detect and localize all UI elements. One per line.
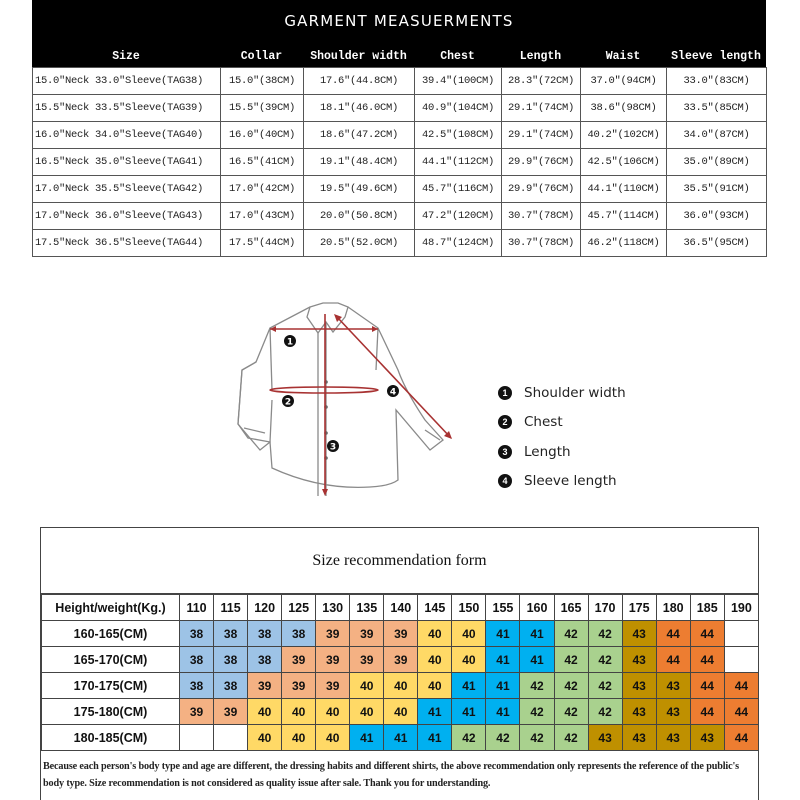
weight-header-cell: 115 xyxy=(214,595,248,621)
measurement-cell: 36.5″(95CM) xyxy=(667,230,767,257)
size-cell: 42 xyxy=(554,725,588,751)
size-cell: 41 xyxy=(384,725,418,751)
measurement-cell: 17.0″(43CM) xyxy=(221,203,304,230)
size-cell: 40 xyxy=(384,673,418,699)
measurement-cell: 45.7″(114CM) xyxy=(581,203,667,230)
size-cell: 44 xyxy=(656,621,690,647)
size-cell: 44 xyxy=(724,699,758,725)
size-cell: 38 xyxy=(248,621,282,647)
legend-item-shoulder-width xyxy=(498,378,626,408)
size-cell: 40 xyxy=(282,699,316,725)
measurement-cell: 19.5″(49.6CM) xyxy=(304,176,415,203)
size-cell: 43 xyxy=(622,621,656,647)
size-cell: 41 xyxy=(350,725,384,751)
legend-label: Shoulder width xyxy=(524,384,626,401)
legend-marker-icon: 4 xyxy=(498,474,512,488)
size-cell: 40 xyxy=(418,621,452,647)
size-cell: 40 xyxy=(418,673,452,699)
size-cell: 40 xyxy=(316,725,350,751)
measurement-cell: 15.5″(39CM) xyxy=(221,95,304,122)
measurement-cell: 17.0″(42CM) xyxy=(221,176,304,203)
size-cell: 42 xyxy=(588,673,622,699)
size-cell: 17.0″Neck 35.5″Sleeve(TAG42) xyxy=(33,176,221,203)
weight-header-cell: 170 xyxy=(588,595,622,621)
size-cell: 44 xyxy=(690,621,724,647)
garment-measurement-table xyxy=(32,0,766,257)
size-cell: 42 xyxy=(520,699,554,725)
measurement-cell: 44.1″(110CM) xyxy=(581,176,667,203)
legend-item-sleeve-length xyxy=(498,467,626,497)
measurement-cell: 20.0″(50.8CM) xyxy=(304,203,415,230)
size-form-title: Size recommendation form xyxy=(41,528,758,594)
size-cell: 41 xyxy=(452,673,486,699)
measurement-cell: 42.5″(108CM) xyxy=(415,122,502,149)
size-cell: 43 xyxy=(622,647,656,673)
weight-header-cell: 155 xyxy=(486,595,520,621)
svg-text:1: 1 xyxy=(286,337,294,348)
size-cell: 42 xyxy=(486,725,520,751)
size-cell: 40 xyxy=(350,673,384,699)
measurement-cell: 28.3″(72CM) xyxy=(502,68,581,95)
column-header: Length xyxy=(519,50,562,63)
weight-header-cell: 165 xyxy=(554,595,588,621)
size-cell: 40 xyxy=(350,699,384,725)
size-cell: 42 xyxy=(520,673,554,699)
size-cell: 39 xyxy=(350,647,384,673)
legend-item-length xyxy=(498,437,626,467)
measurement-cell: 38.6″(98CM) xyxy=(581,95,667,122)
size-cell: 41 xyxy=(486,673,520,699)
measurement-cell: 36.0″(93CM) xyxy=(667,203,767,230)
height-row xyxy=(42,621,759,647)
sleeve-measure-line xyxy=(337,317,451,438)
size-cell: 41 xyxy=(520,621,554,647)
legend-marker-icon: 1 xyxy=(498,386,512,400)
height-label-cell: 180-185(CM) xyxy=(42,725,180,751)
size-cell: 39 xyxy=(180,699,214,725)
measurement-cell: 29.1″(74CM) xyxy=(502,122,581,149)
table-row xyxy=(33,203,767,230)
weight-header-cell: 135 xyxy=(350,595,384,621)
size-recommendation-form xyxy=(40,527,759,800)
measurement-cell: 17.5″(44CM) xyxy=(221,230,304,257)
measurement-cell: 29.1″(74CM) xyxy=(502,95,581,122)
column-header: Waist xyxy=(605,50,641,63)
column-header: Chest xyxy=(440,50,475,63)
size-cell: 38 xyxy=(180,673,214,699)
size-cell: 43 xyxy=(622,673,656,699)
size-cell: 42 xyxy=(520,725,554,751)
weight-header-cell: 190 xyxy=(724,595,758,621)
size-cell: 17.5″Neck 36.5″Sleeve(TAG44) xyxy=(33,230,221,257)
height-weight-label: Height/weight(Kg.) xyxy=(42,595,180,621)
height-row xyxy=(42,647,759,673)
size-cell: 40 xyxy=(384,699,418,725)
size-cell: 40 xyxy=(248,725,282,751)
measurement-cell: 18.6″(47.2CM) xyxy=(304,122,415,149)
measurement-cell: 42.5″(106CM) xyxy=(581,149,667,176)
measurement-cell: 37.0″(94CM) xyxy=(581,68,667,95)
column-header: Shoulder width xyxy=(310,50,407,63)
diagram-markers xyxy=(282,335,399,453)
weight-header-row xyxy=(42,595,759,621)
measurement-cell: 20.5″(52.0CM) xyxy=(304,230,415,257)
size-cell: 15.0″Neck 33.0″Sleeve(TAG38) xyxy=(33,68,221,95)
size-cell: 40 xyxy=(248,699,282,725)
weight-header-cell: 145 xyxy=(418,595,452,621)
weight-header-cell: 110 xyxy=(180,595,214,621)
weight-header-cell: 175 xyxy=(622,595,656,621)
size-cell: 42 xyxy=(554,647,588,673)
size-cell: 41 xyxy=(520,647,554,673)
height-label-cell: 175-180(CM) xyxy=(42,699,180,725)
size-cell: 42 xyxy=(588,647,622,673)
legend-label: Sleeve length xyxy=(524,473,617,490)
size-cell: 43 xyxy=(656,699,690,725)
size-cell xyxy=(214,725,248,751)
size-cell: 16.0″Neck 34.0″Sleeve(TAG40) xyxy=(33,122,221,149)
size-cell: 43 xyxy=(656,725,690,751)
weight-header-cell: 130 xyxy=(316,595,350,621)
size-cell: 38 xyxy=(282,621,316,647)
size-cell: 43 xyxy=(622,699,656,725)
size-cell: 44 xyxy=(690,699,724,725)
weight-header-cell: 150 xyxy=(452,595,486,621)
garment-table-body xyxy=(32,67,767,257)
weight-header-cell: 160 xyxy=(520,595,554,621)
size-cell: 43 xyxy=(588,725,622,751)
size-cell: 40 xyxy=(418,647,452,673)
size-cell: 41 xyxy=(418,699,452,725)
measurement-lines xyxy=(270,314,452,496)
height-label-cell: 165-170(CM) xyxy=(42,647,180,673)
legend-label: Chest xyxy=(524,414,563,431)
size-cell: 42 xyxy=(554,673,588,699)
size-cell: 43 xyxy=(690,725,724,751)
height-row xyxy=(42,699,759,725)
size-cell: 41 xyxy=(486,647,520,673)
table-row xyxy=(33,149,767,176)
size-cell: 42 xyxy=(554,621,588,647)
measurement-cell: 35.5″(91CM) xyxy=(667,176,767,203)
size-cell: 39 xyxy=(214,699,248,725)
size-cell: 39 xyxy=(316,673,350,699)
size-cell: 17.0″Neck 36.0″Sleeve(TAG43) xyxy=(33,203,221,230)
measurement-cell: 29.9″(76CM) xyxy=(502,176,581,203)
size-cell: 39 xyxy=(350,621,384,647)
size-cell: 39 xyxy=(316,621,350,647)
height-label-cell: 170-175(CM) xyxy=(42,673,180,699)
measurement-cell: 45.7″(116CM) xyxy=(415,176,502,203)
size-cell: 42 xyxy=(588,621,622,647)
legend-marker-icon: 2 xyxy=(498,415,512,429)
size-cell: 40 xyxy=(316,699,350,725)
svg-text:4: 4 xyxy=(389,387,397,398)
size-cell: 38 xyxy=(214,673,248,699)
column-header: Collar xyxy=(240,50,283,63)
measurement-cell: 30.7″(78CM) xyxy=(502,203,581,230)
measurement-cell: 15.0″(38CM) xyxy=(221,68,304,95)
measurement-cell: 46.2″(118CM) xyxy=(581,230,667,257)
measurement-cell: 29.9″(76CM) xyxy=(502,149,581,176)
size-cell: 16.5″Neck 35.0″Sleeve(TAG41) xyxy=(33,149,221,176)
measurement-cell: 35.0″(89CM) xyxy=(667,149,767,176)
measurement-cell: 39.4″(100CM) xyxy=(415,68,502,95)
size-cell: 40 xyxy=(452,621,486,647)
table-row xyxy=(33,176,767,203)
size-cell: 38 xyxy=(180,647,214,673)
weight-header-cell: 120 xyxy=(248,595,282,621)
left-cuff-line xyxy=(244,428,265,433)
size-cell: 40 xyxy=(452,647,486,673)
size-cell: 42 xyxy=(588,699,622,725)
measurement-cell: 16.5″(41CM) xyxy=(221,149,304,176)
table-row xyxy=(33,95,767,122)
size-cell: 40 xyxy=(282,725,316,751)
measurement-cell: 40.2″(102CM) xyxy=(581,122,667,149)
height-row xyxy=(42,725,759,751)
measurement-cell: 30.7″(78CM) xyxy=(502,230,581,257)
measurement-cell: 18.1″(46.0CM) xyxy=(304,95,415,122)
size-cell: 38 xyxy=(180,621,214,647)
measurement-cell: 47.2″(120CM) xyxy=(415,203,502,230)
size-cell xyxy=(724,647,758,673)
size-cell: 41 xyxy=(418,725,452,751)
garment-table-title: GARMENT MEASUERMENTS xyxy=(284,12,514,30)
svg-text:2: 2 xyxy=(284,397,292,408)
size-cell: 42 xyxy=(452,725,486,751)
weight-header-cell: 125 xyxy=(282,595,316,621)
size-cell: 39 xyxy=(282,647,316,673)
size-cell: 39 xyxy=(248,673,282,699)
shirt-diagram xyxy=(230,290,470,500)
size-cell: 38 xyxy=(214,647,248,673)
size-cell: 43 xyxy=(622,725,656,751)
height-label-cell: 160-165(CM) xyxy=(42,621,180,647)
size-cell: 44 xyxy=(656,647,690,673)
size-cell: 38 xyxy=(214,621,248,647)
shirt-illustration xyxy=(230,290,470,500)
size-recommendation-table xyxy=(41,594,759,751)
table-row xyxy=(33,122,767,149)
weight-header-cell: 185 xyxy=(690,595,724,621)
legend-item-chest xyxy=(498,408,626,438)
size-cell: 42 xyxy=(554,699,588,725)
size-cell xyxy=(180,725,214,751)
size-cell: 39 xyxy=(384,647,418,673)
legend-marker-icon: 3 xyxy=(498,445,512,459)
weight-header-cell: 140 xyxy=(384,595,418,621)
table-row xyxy=(33,68,767,95)
measurement-cell: 33.0″(83CM) xyxy=(667,68,767,95)
size-cell: 44 xyxy=(690,673,724,699)
measurement-cell: 34.0″(87CM) xyxy=(667,122,767,149)
size-cell: 39 xyxy=(316,647,350,673)
height-row xyxy=(42,673,759,699)
column-header: Size xyxy=(112,50,140,63)
size-cell: 39 xyxy=(282,673,316,699)
legend-label: Length xyxy=(524,443,571,460)
measurement-cell: 40.9″(104CM) xyxy=(415,95,502,122)
size-cell: 41 xyxy=(486,621,520,647)
measurement-cell: 19.1″(48.4CM) xyxy=(304,149,415,176)
size-cell: 38 xyxy=(248,647,282,673)
measurement-cell: 16.0″(40CM) xyxy=(221,122,304,149)
size-cell: 44 xyxy=(690,647,724,673)
column-header: Sleeve length xyxy=(671,50,761,63)
measurement-cell: 17.6″(44.8CM) xyxy=(304,68,415,95)
size-cell: 43 xyxy=(656,673,690,699)
svg-text:3: 3 xyxy=(329,442,337,453)
size-cell: 41 xyxy=(486,699,520,725)
size-cell: 41 xyxy=(452,699,486,725)
table-row xyxy=(33,230,767,257)
size-cell: 44 xyxy=(724,725,758,751)
chest-measure-line xyxy=(270,387,378,393)
size-cell: 39 xyxy=(384,621,418,647)
garment-column-headers xyxy=(32,50,766,63)
measurement-cell: 44.1″(112CM) xyxy=(415,149,502,176)
measurement-cell: 33.5″(85CM) xyxy=(667,95,767,122)
garment-table-header xyxy=(32,0,766,67)
size-cell: 44 xyxy=(724,673,758,699)
measurement-cell: 48.7″(124CM) xyxy=(415,230,502,257)
weight-header-cell: 180 xyxy=(656,595,690,621)
diagram-legend xyxy=(498,378,626,496)
size-cell xyxy=(724,621,758,647)
size-disclaimer-note: Because each person's body type and age are different, the dressing habits and different shirts, the above recommendation only represents the reference of the public's body type. Size recommendation is not considered as quality issue after sale. Thank you for understanding. xyxy=(43,761,739,789)
size-cell: 15.5″Neck 33.5″Sleeve(TAG39) xyxy=(33,95,221,122)
